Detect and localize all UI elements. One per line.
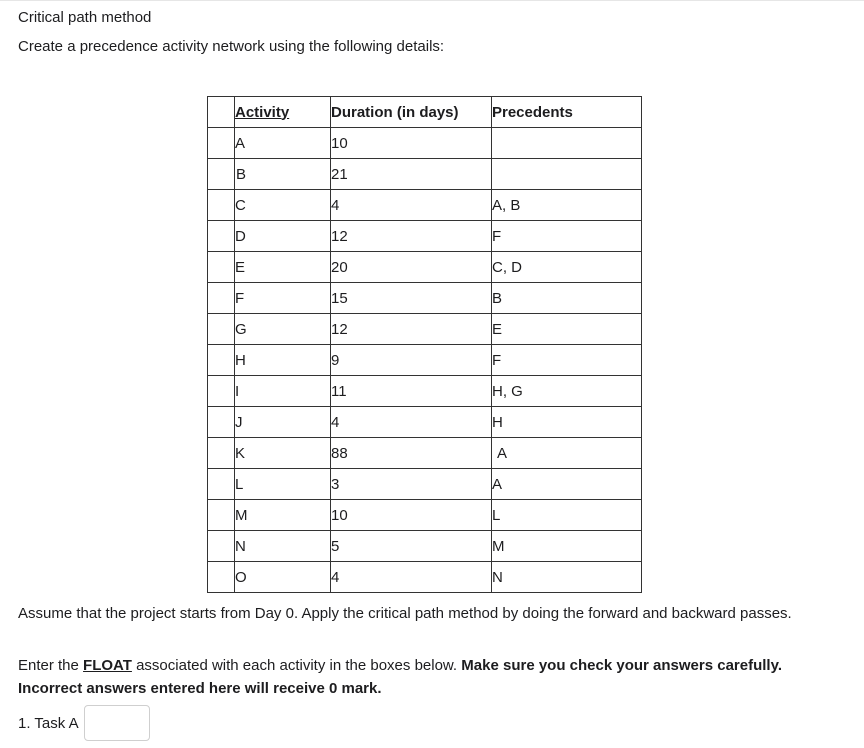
table-row: [208, 407, 642, 438]
precedents-cell: H: [492, 407, 642, 438]
table-index-cell: [208, 128, 235, 159]
activity-cell: C: [235, 190, 331, 221]
header-precedents: Precedents: [492, 97, 642, 128]
duration-cell: 4: [331, 190, 492, 221]
duration-cell: 10: [331, 500, 492, 531]
table-index-cell: [208, 438, 235, 469]
duration-cell: 12: [331, 314, 492, 345]
activity-cell: O: [235, 562, 331, 593]
activity-cell: F: [235, 283, 331, 314]
precedents-cell: A: [492, 469, 642, 500]
table-index-cell: [208, 562, 235, 593]
table-index-cell: [208, 314, 235, 345]
float-keyword: FLOAT: [83, 657, 132, 674]
activity-cell: J: [235, 407, 331, 438]
table-header-row: [208, 97, 642, 128]
activity-cell: B: [235, 159, 331, 190]
precedents-cell: N: [492, 562, 642, 593]
duration-cell: 12: [331, 221, 492, 252]
table-index-cell: [208, 97, 235, 128]
activity-cell: A: [235, 128, 331, 159]
table-row: [208, 531, 642, 562]
table-index-cell: [208, 376, 235, 407]
table-row: [208, 562, 642, 593]
table-index-cell: [208, 345, 235, 376]
precedents-cell: A: [492, 438, 642, 469]
table-row: [208, 500, 642, 531]
precedents-cell: [492, 128, 642, 159]
instructions-assume: Assume that the project starts from Day 0. Apply the critical path method by doing the forward and backward passes.: [18, 605, 792, 622]
precedents-cell: [492, 159, 642, 190]
precedents-cell: F: [492, 221, 642, 252]
duration-cell: 10: [331, 128, 492, 159]
duration-cell: 4: [331, 407, 492, 438]
table-body: [208, 128, 642, 593]
activity-cell: L: [235, 469, 331, 500]
duration-cell: 4: [331, 562, 492, 593]
table-row: [208, 128, 642, 159]
duration-cell: 9: [331, 345, 492, 376]
activity-cell: N: [235, 531, 331, 562]
duration-cell: 21: [331, 159, 492, 190]
duration-cell: 3: [331, 469, 492, 500]
task-a-label: 1. Task A: [18, 715, 79, 732]
duration-cell: 15: [331, 283, 492, 314]
precedents-cell: L: [492, 500, 642, 531]
question-intro: Create a precedence activity network using the following details:: [18, 38, 445, 55]
instructions-enter-middle: associated with each activity in the boxes below.: [131, 657, 462, 674]
precedents-cell: A, B: [492, 190, 642, 221]
table-row: [208, 345, 642, 376]
activity-cell: I: [235, 376, 331, 407]
table-row: [208, 283, 642, 314]
precedents-cell: E: [492, 314, 642, 345]
table-row: [208, 469, 642, 500]
precedents-cell: C, D: [492, 252, 642, 283]
table-index-cell: [208, 500, 235, 531]
instructions-enter: [18, 654, 838, 700]
duration-cell: 11: [331, 376, 492, 407]
table-index-cell: [208, 221, 235, 252]
instructions-warning: Make sure you check your answers carefully. Incorrect answers entered here will receive 0 mark.: [18, 657, 782, 697]
table-index-cell: [208, 407, 235, 438]
activity-cell: D: [235, 221, 331, 252]
activity-cell: G: [235, 314, 331, 345]
activity-cell: E: [235, 252, 331, 283]
task-a-float-input[interactable]: [84, 705, 150, 741]
precedents-cell: B: [492, 283, 642, 314]
table-row: [208, 252, 642, 283]
table-row: [208, 376, 642, 407]
table-row: [208, 221, 642, 252]
table-index-cell: [208, 159, 235, 190]
table-index-cell: [208, 531, 235, 562]
precedents-cell: M: [492, 531, 642, 562]
activity-cell: K: [235, 438, 331, 469]
table-row: [208, 159, 642, 190]
table-index-cell: [208, 252, 235, 283]
precedents-cell: F: [492, 345, 642, 376]
question-title: Critical path method: [18, 9, 152, 26]
table-index-cell: [208, 469, 235, 500]
duration-cell: 88: [331, 438, 492, 469]
duration-cell: 5: [331, 531, 492, 562]
instructions-enter-prefix: Enter the: [18, 657, 84, 674]
precedents-cell: H, G: [492, 376, 642, 407]
table-index-cell: [208, 190, 235, 221]
activity-cell: H: [235, 345, 331, 376]
top-divider: [0, 0, 864, 1]
table-index-cell: [208, 283, 235, 314]
activity-cell: M: [235, 500, 331, 531]
table-row: [208, 314, 642, 345]
duration-cell: 20: [331, 252, 492, 283]
header-duration: Duration (in days): [331, 97, 492, 128]
table-row: [208, 190, 642, 221]
table-row: [208, 438, 642, 469]
header-activity: Activity: [235, 97, 331, 128]
precedence-table: [207, 96, 642, 593]
